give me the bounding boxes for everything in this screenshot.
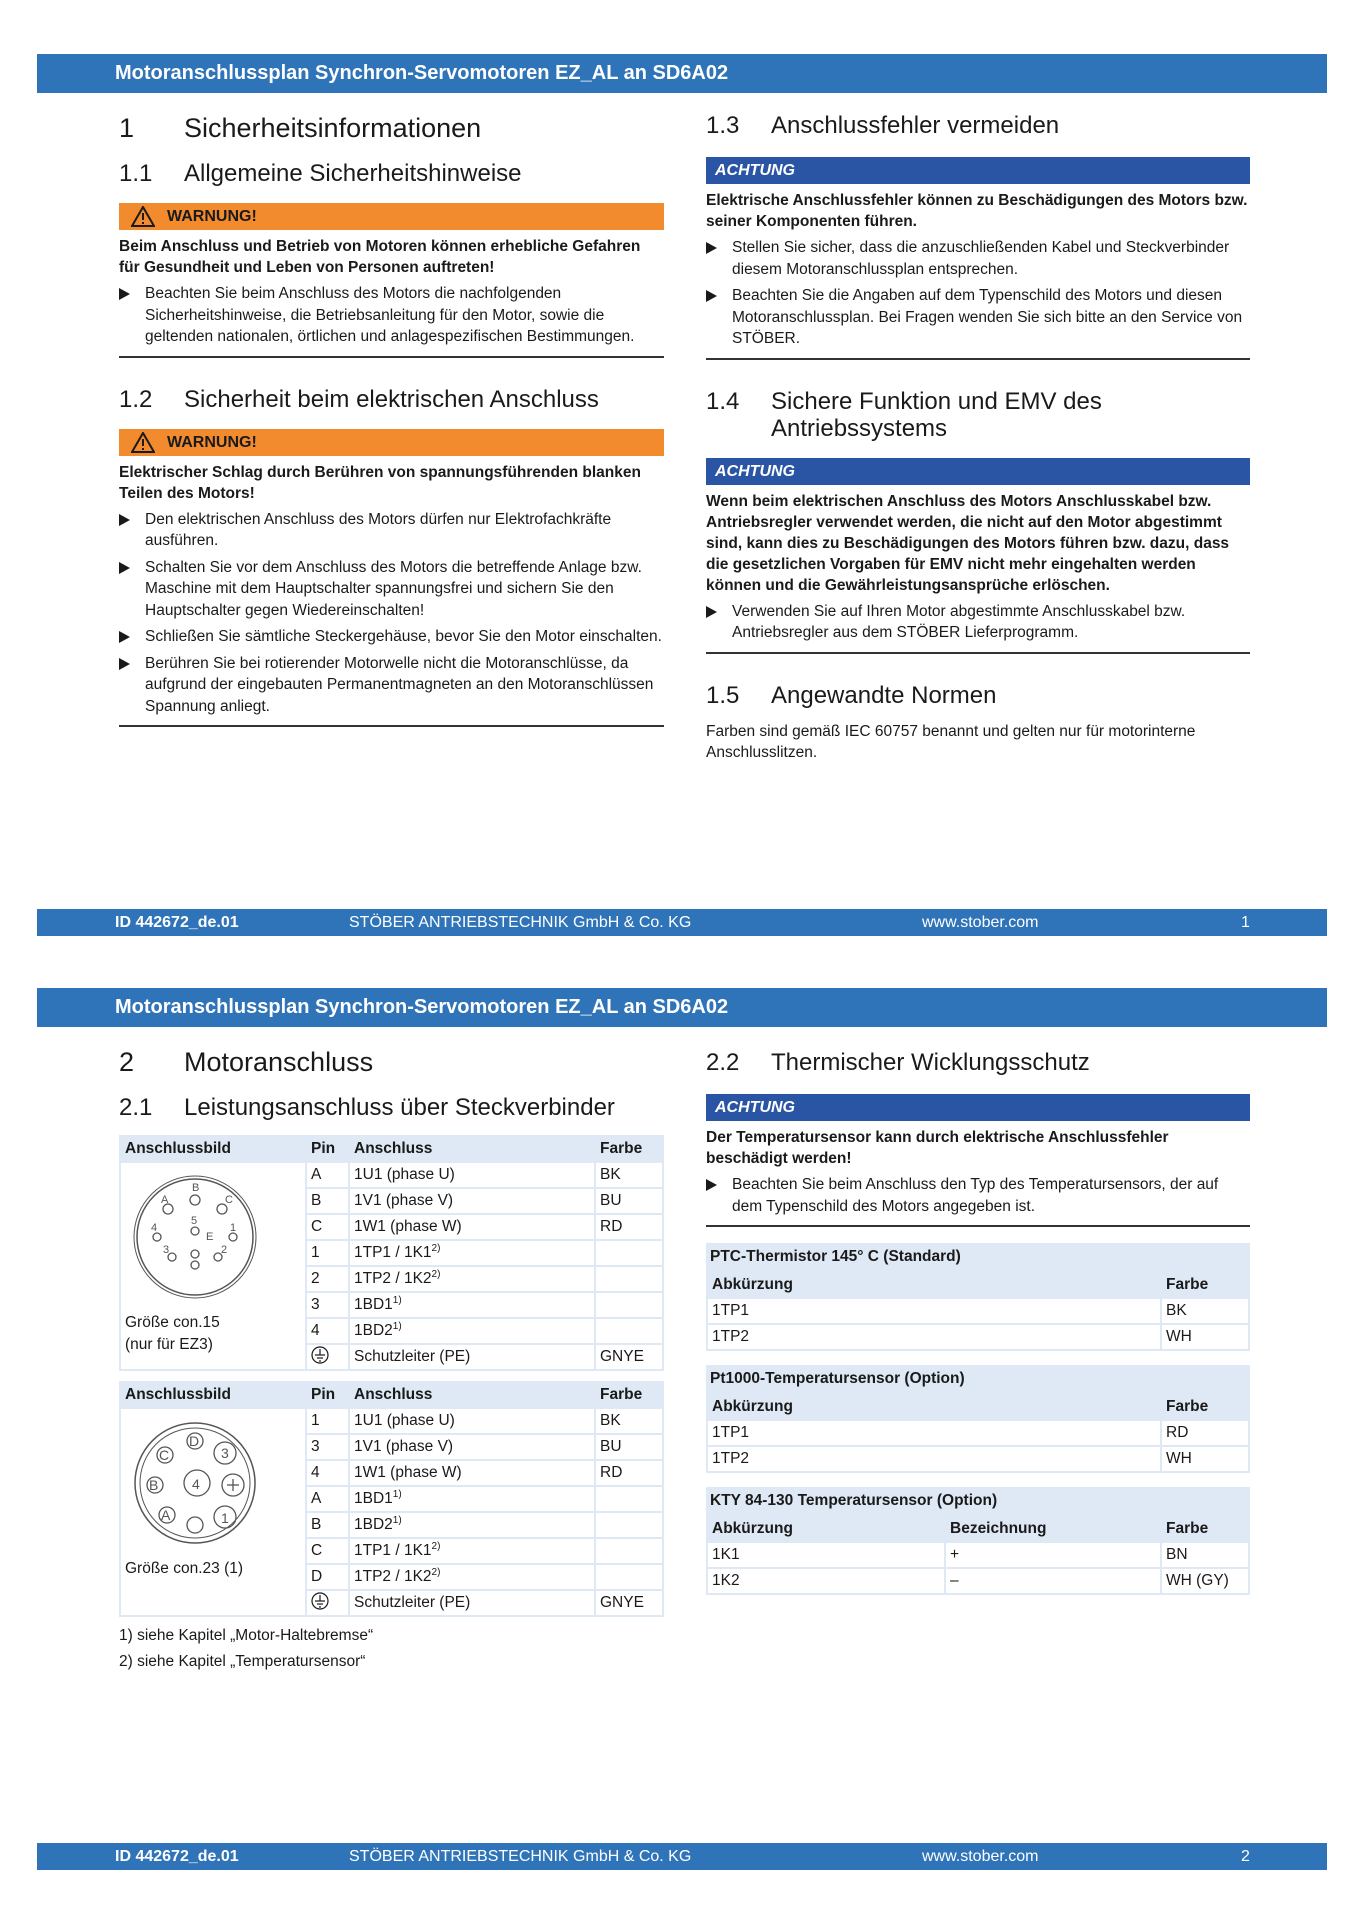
section-1-4-heading bbox=[706, 388, 1250, 442]
column-header: Anschlussbild bbox=[120, 1382, 306, 1408]
farbe-cell: BU bbox=[595, 1434, 663, 1460]
anschluss-cell bbox=[349, 1538, 595, 1564]
instruction-list bbox=[119, 509, 664, 728]
svg-text:D: D bbox=[189, 1433, 200, 1449]
anschluss-text: 1U1 (phase U) bbox=[354, 1412, 455, 1429]
table-row bbox=[707, 1324, 1249, 1350]
svg-text:C: C bbox=[225, 1194, 233, 1206]
anschluss-text: 1V1 (phase V) bbox=[354, 1438, 454, 1455]
farbe-cell: BK bbox=[1161, 1298, 1249, 1324]
warning-label: WARNUNG! bbox=[167, 433, 257, 451]
anschluss-cell bbox=[349, 1590, 595, 1616]
connector-diagram-cell bbox=[120, 1408, 306, 1616]
farbe-cell bbox=[595, 1538, 663, 1564]
footnote-ref: 2) bbox=[431, 1242, 441, 1254]
farbe-cell: WH (GY) bbox=[1161, 1568, 1249, 1594]
anschluss-text: 1U1 (phase U) bbox=[354, 1166, 455, 1183]
bezeichnung-cell: + bbox=[945, 1542, 1161, 1568]
anschluss-text: 1BD1 bbox=[354, 1296, 393, 1313]
column-header: Anschlussbild bbox=[120, 1136, 306, 1162]
instruction-list bbox=[706, 601, 1250, 654]
anschluss-cell bbox=[349, 1486, 595, 1512]
column-header: Anschluss bbox=[349, 1136, 595, 1162]
farbe-cell: RD bbox=[595, 1460, 663, 1486]
company-name: STÖBER ANTRIEBSTECHNIK GmbH & Co. KG bbox=[349, 1848, 692, 1865]
triangle-bullet-icon bbox=[119, 631, 130, 643]
pin-cell: 4 bbox=[306, 1460, 349, 1486]
anschluss-cell bbox=[349, 1408, 595, 1434]
svg-text:5: 5 bbox=[191, 1215, 198, 1227]
list-item-text: Beachten Sie die Angaben auf dem Typenschild des Motors und diesen Motoranschlussplan. Bei Fragen wenden Sie sich bitte an den Service von STÖBER. bbox=[732, 287, 1243, 347]
farbe-cell: BK bbox=[595, 1408, 663, 1434]
anschluss-cell bbox=[349, 1564, 595, 1590]
page1-footer bbox=[37, 909, 1327, 936]
section-2-heading bbox=[119, 1046, 664, 1078]
anschluss-cell bbox=[349, 1162, 595, 1188]
pin-cell: 1 bbox=[306, 1408, 349, 1434]
list-item-text: Schließen Sie sämtliche Steckergehäuse, bevor Sie den Motor einschalten. bbox=[145, 628, 662, 645]
page2-left-column bbox=[119, 1046, 664, 1675]
anschluss-text: 1TP2 / 1K2 bbox=[354, 1270, 432, 1287]
anschluss-cell bbox=[349, 1292, 595, 1318]
list-item-text: Verwenden Sie auf Ihren Motor abgestimmte Anschlusskabel bzw. Antriebsregler aus dem STÖBER Lieferprogramm. bbox=[732, 602, 1186, 641]
section-title: Sicherheitsinformationen bbox=[184, 113, 482, 143]
section-title: Thermischer Wicklungsschutz bbox=[771, 1049, 1090, 1076]
footnote-ref: 2) bbox=[431, 1566, 441, 1578]
achtung-bar: ACHTUNG bbox=[706, 1094, 1250, 1121]
anschluss-cell bbox=[349, 1344, 595, 1370]
list-item bbox=[706, 601, 1250, 644]
list-item bbox=[706, 237, 1250, 280]
anschluss-cell bbox=[349, 1460, 595, 1486]
page2-title-bar bbox=[37, 988, 1327, 1027]
table-row bbox=[120, 1162, 663, 1188]
footnote-ref: 1) bbox=[392, 1514, 402, 1526]
section-1-5-heading bbox=[706, 682, 1250, 709]
section-number: 1 bbox=[119, 113, 135, 143]
ground-icon bbox=[311, 1592, 329, 1610]
column-header: Abkürzung bbox=[707, 1272, 1161, 1298]
column-header: Anschluss bbox=[349, 1382, 595, 1408]
ptc-table-box bbox=[706, 1243, 1250, 1351]
footnote-ref: 1) bbox=[392, 1294, 402, 1306]
table-caption: PTC-Thermistor 145° C (Standard) bbox=[710, 1248, 961, 1265]
triangle-bullet-icon bbox=[119, 562, 130, 574]
triangle-bullet-icon bbox=[706, 606, 717, 618]
doc-id: ID 442672_de.01 bbox=[115, 914, 239, 931]
page1-right-column bbox=[706, 112, 1250, 764]
farbe-cell bbox=[595, 1318, 663, 1344]
company-name: STÖBER ANTRIEBSTECHNIK GmbH & Co. KG bbox=[349, 914, 692, 931]
page1-title-bar bbox=[37, 54, 1327, 93]
anschluss-text: Schutzleiter (PE) bbox=[354, 1594, 471, 1611]
table-caption: Pt1000-Temperatursensor (Option) bbox=[710, 1370, 965, 1387]
section-number: 2 bbox=[119, 1047, 135, 1077]
section-title: Angewandte Normen bbox=[771, 681, 997, 709]
triangle-bullet-icon bbox=[119, 288, 130, 300]
list-item bbox=[119, 653, 664, 718]
list-item bbox=[119, 557, 664, 622]
pin-cell: 3 bbox=[306, 1434, 349, 1460]
doc-title: Motoranschlussplan Synchron-Servomotoren EZ_AL an SD6A02 bbox=[115, 996, 729, 1018]
abkuerzung-cell: 1TP1 bbox=[707, 1298, 1161, 1324]
section-1-3-heading bbox=[706, 112, 1250, 139]
instruction-list bbox=[706, 1174, 1250, 1227]
pin-cell: C bbox=[306, 1538, 349, 1564]
table-row bbox=[707, 1568, 1249, 1594]
section-2-1-heading bbox=[119, 1094, 664, 1121]
anschluss-cell bbox=[349, 1434, 595, 1460]
anschluss-text: 1W1 (phase W) bbox=[354, 1218, 462, 1235]
pin-cell: A bbox=[306, 1486, 349, 1512]
column-header: Farbe bbox=[595, 1382, 663, 1408]
triangle-bullet-icon bbox=[706, 242, 717, 254]
section-title: Anschlussfehler vermeiden bbox=[771, 112, 1060, 139]
list-item-text: Schalten Sie vor dem Anschluss des Motors die betreffende Anlage bzw. Maschine mit dem Hauptschalter spannungsfrei und sichern Sie den Hauptschalter gegen Wiedereinschalten! bbox=[145, 558, 642, 619]
table-row bbox=[707, 1446, 1249, 1472]
pin-cell: B bbox=[306, 1512, 349, 1538]
farbe-cell: WH bbox=[1161, 1446, 1249, 1472]
farbe-cell: BN bbox=[1161, 1542, 1249, 1568]
abkuerzung-cell: 1TP1 bbox=[707, 1420, 1161, 1446]
section-number: 1.3 bbox=[706, 112, 740, 139]
section-1-2-heading bbox=[119, 386, 664, 413]
list-item bbox=[706, 285, 1250, 350]
section-2-2-heading bbox=[706, 1049, 1250, 1076]
doc-id: ID 442672_de.01 bbox=[115, 1848, 239, 1865]
pin-cell: A bbox=[306, 1162, 349, 1188]
column-header: Abkürzung bbox=[707, 1516, 945, 1542]
pin-cell bbox=[306, 1344, 349, 1370]
anschluss-text: 1V1 (phase V) bbox=[354, 1192, 454, 1209]
farbe-cell: BU bbox=[595, 1188, 663, 1214]
triangle-bullet-icon bbox=[706, 1179, 717, 1191]
svg-text:3: 3 bbox=[221, 1445, 229, 1461]
list-item-text: Berühren Sie bei rotierender Motorwelle nicht die Motoranschlüsse, da aufgrund der eingebauten Permanentmagneten an den Motoranschlüssen Spannung anliegt. bbox=[145, 654, 654, 715]
list-item-text: Stellen Sie sicher, dass die anzuschließenden Kabel und Steckverbinder diesem Motoranschlussplan entsprechen. bbox=[732, 239, 1230, 278]
anschluss-cell bbox=[349, 1318, 595, 1344]
norms-text: Farben sind gemäß IEC 60757 benannt und gelten nur für motorinterne Anschlusslitzen. bbox=[706, 722, 1196, 761]
section-number: 1.1 bbox=[119, 160, 153, 187]
anschluss-cell bbox=[349, 1214, 595, 1240]
column-header: Pin bbox=[306, 1136, 349, 1162]
section-number: 1.2 bbox=[119, 385, 153, 413]
svg-text:A: A bbox=[161, 1507, 171, 1523]
farbe-cell: RD bbox=[1161, 1420, 1249, 1446]
table-row bbox=[707, 1420, 1249, 1446]
footnote-ref: 1) bbox=[392, 1488, 402, 1500]
pin-cell: C bbox=[306, 1214, 349, 1240]
anschluss-cell bbox=[349, 1266, 595, 1292]
pin-cell: 2 bbox=[306, 1266, 349, 1292]
kty-table-box bbox=[706, 1487, 1250, 1595]
footnote-ref: 1) bbox=[392, 1320, 402, 1332]
anschluss-text: 1W1 (phase W) bbox=[354, 1464, 462, 1481]
connector-size-label: Größe con.15 bbox=[125, 1314, 220, 1331]
website-link[interactable]: www.stober.com bbox=[922, 1848, 1039, 1865]
list-item bbox=[706, 1174, 1250, 1217]
svg-text:3: 3 bbox=[163, 1244, 170, 1256]
website-link[interactable]: www.stober.com bbox=[922, 914, 1039, 931]
pin-cell: 4 bbox=[306, 1318, 349, 1344]
warning-bar bbox=[119, 203, 664, 230]
column-header: Pin bbox=[306, 1382, 349, 1408]
column-header: Farbe bbox=[1161, 1516, 1249, 1542]
footnote: 2) siehe Kapitel „Temperatursensor“ bbox=[119, 1653, 366, 1670]
anschluss-text: 1BD2 bbox=[354, 1322, 393, 1339]
section-title: Sicherheit beim elektrischen Anschluss bbox=[184, 385, 599, 413]
triangle-bullet-icon bbox=[119, 658, 130, 670]
svg-text:1: 1 bbox=[230, 1222, 237, 1234]
anschluss-text: Schutzleiter (PE) bbox=[354, 1348, 471, 1365]
anschluss-cell bbox=[349, 1188, 595, 1214]
pin-cell bbox=[306, 1590, 349, 1616]
farbe-cell: BK bbox=[595, 1162, 663, 1188]
warning-text: Elektrischer Schlag durch Berühren von spannungsführenden blanken Teilen des Motors! bbox=[119, 463, 641, 502]
svg-text:C: C bbox=[159, 1447, 170, 1463]
section-title: Allgemeine Sicherheitshinweise bbox=[184, 160, 522, 187]
anschluss-text: 1BD2 bbox=[354, 1516, 393, 1533]
page1-left-column bbox=[119, 112, 664, 727]
pin-cell: B bbox=[306, 1188, 349, 1214]
list-item-text: Beachten Sie beim Anschluss den Typ des Temperatursensors, der auf dem Typenschild des Motors angegeben ist. bbox=[732, 1176, 1219, 1215]
page-number: 1 bbox=[1241, 914, 1250, 931]
warning-triangle-icon bbox=[131, 206, 155, 227]
farbe-cell bbox=[595, 1266, 663, 1292]
bezeichnung-cell: – bbox=[945, 1568, 1161, 1594]
column-header: Bezeichnung bbox=[945, 1516, 1161, 1542]
section-number: 2.1 bbox=[119, 1094, 153, 1121]
svg-text:1: 1 bbox=[221, 1510, 229, 1526]
farbe-cell bbox=[595, 1292, 663, 1318]
instruction-list bbox=[706, 237, 1250, 360]
triangle-bullet-icon bbox=[119, 514, 130, 526]
warning-triangle-icon bbox=[131, 432, 155, 453]
page2-footer bbox=[37, 1843, 1327, 1870]
kty-table bbox=[706, 1515, 1250, 1595]
column-header: Farbe bbox=[1161, 1394, 1249, 1420]
pin-cell: 3 bbox=[306, 1292, 349, 1318]
connector-con23-icon bbox=[125, 1413, 265, 1553]
connector-note: (nur für EZ3) bbox=[125, 1335, 213, 1353]
footnote-ref: 2) bbox=[431, 1540, 441, 1552]
abkuerzung-cell: 1TP2 bbox=[707, 1446, 1161, 1472]
list-item bbox=[119, 626, 664, 648]
instruction-list bbox=[119, 283, 664, 358]
pt1000-table-box bbox=[706, 1365, 1250, 1473]
farbe-cell bbox=[595, 1486, 663, 1512]
abkuerzung-cell: 1K2 bbox=[707, 1568, 945, 1594]
notice-text: Wenn beim elektrischen Anschluss des Motors Anschlusskabel bzw. Antriebsregler verwendet werden, die nicht auf den Motor abgestimmt sind, kann dies zu Beschädigungen des Motors führen bzw. dazu, dass die gesetzlichen Vorgaben für EMV nicht mehr eingehalten werden können und die Gewährleistungsansprüche erlöschen. bbox=[706, 492, 1230, 594]
ground-icon bbox=[311, 1346, 329, 1364]
svg-text:B: B bbox=[192, 1182, 200, 1194]
connector-table-con23 bbox=[119, 1381, 664, 1617]
farbe-cell bbox=[595, 1564, 663, 1590]
section-title: Leistungsanschluss über Steckverbinder bbox=[184, 1094, 615, 1121]
achtung-bar: ACHTUNG bbox=[706, 458, 1250, 485]
triangle-bullet-icon bbox=[706, 290, 717, 302]
svg-text:4: 4 bbox=[151, 1222, 158, 1234]
pt1000-table bbox=[706, 1393, 1250, 1473]
column-header: Farbe bbox=[1161, 1272, 1249, 1298]
notice-text: Der Temperatursensor kann durch elektrische Anschlussfehler beschädigt werden! bbox=[706, 1129, 1169, 1167]
achtung-bar: ACHTUNG bbox=[706, 157, 1250, 184]
anschluss-cell bbox=[349, 1240, 595, 1266]
column-header: Abkürzung bbox=[707, 1394, 1161, 1420]
section-1-heading bbox=[119, 112, 664, 144]
svg-text:E: E bbox=[206, 1231, 214, 1243]
page-number: 2 bbox=[1241, 1848, 1250, 1865]
anschluss-text: 1TP1 / 1K1 bbox=[354, 1542, 432, 1559]
farbe-cell: GNYE bbox=[595, 1590, 663, 1616]
abkuerzung-cell: 1K1 bbox=[707, 1542, 945, 1568]
connector-con15-icon bbox=[125, 1167, 265, 1307]
ptc-table bbox=[706, 1271, 1250, 1351]
column-header: Farbe bbox=[595, 1136, 663, 1162]
table-caption: KTY 84-130 Temperatursensor (Option) bbox=[710, 1492, 998, 1509]
section-title: Motoranschluss bbox=[184, 1047, 374, 1077]
warning-text: Beim Anschluss und Betrieb von Motoren können erhebliche Gefahren für Gesundheit und Leben von Personen auftreten! bbox=[119, 238, 641, 276]
farbe-cell: GNYE bbox=[595, 1344, 663, 1370]
farbe-cell bbox=[595, 1512, 663, 1538]
connector-size-label: Größe con.23 (1) bbox=[125, 1560, 244, 1577]
list-item-text: Den elektrischen Anschluss des Motors dürfen nur Elektrofachkräfte ausführen. bbox=[145, 510, 612, 549]
anschluss-text: 1TP1 / 1K1 bbox=[354, 1244, 432, 1261]
abkuerzung-cell: 1TP2 bbox=[707, 1324, 1161, 1350]
doc-title: Motoranschlussplan Synchron-Servomotoren EZ_AL an SD6A02 bbox=[115, 62, 729, 84]
svg-text:4: 4 bbox=[192, 1476, 200, 1492]
table-row bbox=[707, 1298, 1249, 1324]
warning-label: WARNUNG! bbox=[167, 208, 257, 225]
anschluss-cell bbox=[349, 1512, 595, 1538]
connector-diagram-cell bbox=[120, 1162, 306, 1370]
pin-cell: D bbox=[306, 1564, 349, 1590]
list-item-text: Beachten Sie beim Anschluss des Motors die nachfolgenden Sicherheitshinweise, die Betriebsanleitung für den Motor, sowie die geltenden nationalen, örtlichen und anlagespezifischen Bestimmungen. bbox=[145, 285, 635, 345]
section-title: Sichere Funktion und EMV des Antriebssystems bbox=[771, 387, 1102, 442]
svg-text:B: B bbox=[149, 1477, 159, 1493]
anschluss-text: 1TP2 / 1K2 bbox=[354, 1568, 432, 1585]
connector-table-con15 bbox=[119, 1135, 664, 1371]
svg-text:2: 2 bbox=[221, 1244, 228, 1256]
section-number: 1.5 bbox=[706, 681, 740, 709]
pin-cell: 1 bbox=[306, 1240, 349, 1266]
farbe-cell bbox=[595, 1240, 663, 1266]
warning-bar bbox=[119, 429, 664, 456]
farbe-cell: WH bbox=[1161, 1324, 1249, 1350]
farbe-cell: RD bbox=[595, 1214, 663, 1240]
footnote-ref: 2) bbox=[431, 1268, 441, 1280]
list-item bbox=[119, 283, 664, 348]
table-row bbox=[707, 1542, 1249, 1568]
list-item bbox=[119, 509, 664, 552]
section-1-1-heading bbox=[119, 160, 664, 187]
anschluss-text: 1BD1 bbox=[354, 1490, 393, 1507]
section-number: 1.4 bbox=[706, 387, 740, 415]
table-row bbox=[120, 1408, 663, 1434]
notice-text: Elektrische Anschlussfehler können zu Beschädigungen des Motors bzw. seiner Komponenten führen. bbox=[706, 192, 1248, 230]
svg-text:A: A bbox=[161, 1194, 169, 1206]
section-number: 2.2 bbox=[706, 1049, 740, 1076]
page2-right-column bbox=[706, 1046, 1250, 1595]
footnote: 1) siehe Kapitel „Motor-Haltebremse“ bbox=[119, 1627, 374, 1644]
